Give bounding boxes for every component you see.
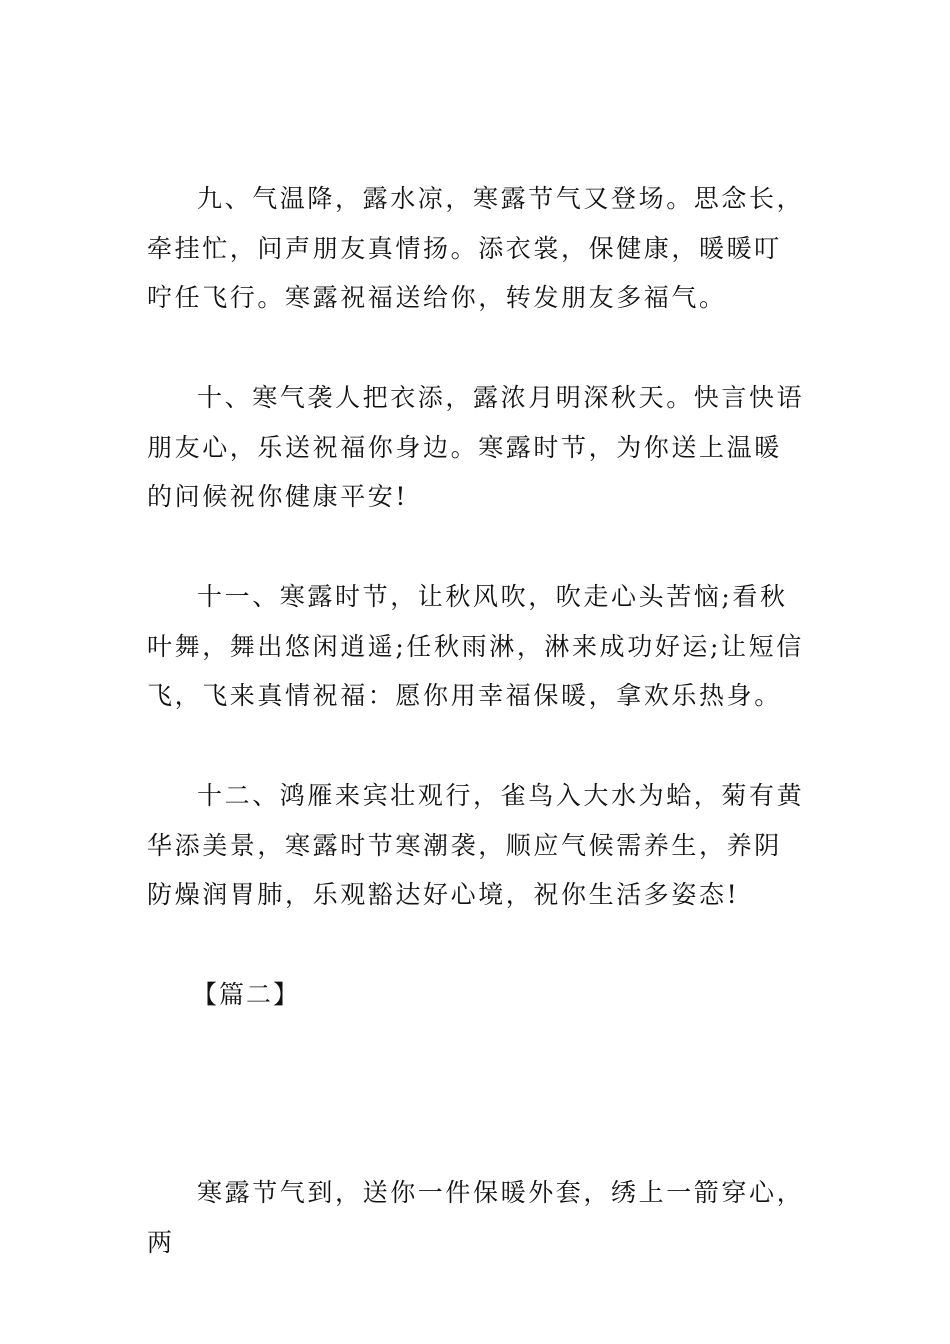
paragraph-11: 十一、寒露时节，让秋风吹，吹走心头苦恼;看秋叶舞，舞出悠闲逍遥;任秋雨淋，淋来成功好运;让短信飞，飞来真情祝福：愿你用幸福保暖，拿欢乐热身。	[147, 582, 804, 710]
paragraph-12: 十二、鸿雁来宾壮观行，雀鸟入大水为蛤，菊有黄华添美景，寒露时节寒潮袭，顺应气候需养生，养阴防燥润胃肺，乐观豁达好心境，祝你生活多姿态!	[147, 781, 805, 909]
paragraph-10: 十、寒气袭人把衣添，露浓月明深秋天。快言快语朋友心，乐送祝福你身边。寒露时节，为你送上温暖的问候祝你健康平安!	[147, 383, 805, 511]
section-heading: 【篇二】	[192, 980, 301, 1009]
paragraph-final: 寒露节气到，送你一件保暖外套，绣上一箭穿心，两	[147, 1178, 805, 1257]
paragraph-9: 九、气温降，露水凉，寒露节气又登场。思念长，牵挂忙，问声朋友真情扬。添衣裳，保健康，暖暖叮咛任飞行。寒露祝福送给你，转发朋友多福气。	[147, 184, 805, 312]
